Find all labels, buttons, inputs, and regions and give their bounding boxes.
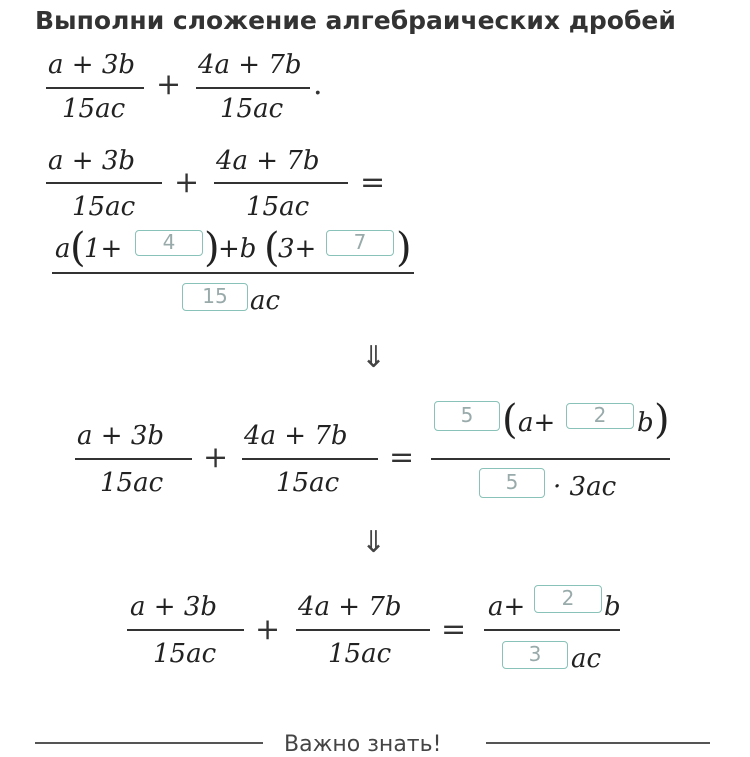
period: .	[313, 67, 323, 102]
fraction-bar	[296, 629, 430, 631]
fraction1-denominator: 15ac	[100, 468, 164, 498]
denominator-ac: ac	[571, 644, 602, 674]
fraction1-denominator: 15ac	[153, 639, 217, 669]
close-paren: )	[204, 225, 220, 271]
a-plus: a+	[488, 592, 526, 622]
plus-b: +b	[218, 234, 257, 264]
answer-box-coefficient[interactable]: 2	[534, 585, 602, 613]
close-paren: )	[654, 397, 670, 443]
footer-divider-right	[486, 742, 710, 744]
plus-sign: +	[156, 67, 182, 102]
fraction1-numerator: a + 3b	[130, 592, 218, 622]
fraction-bar	[75, 458, 192, 460]
three-plus: 3+	[278, 234, 317, 264]
fraction2-denominator: 15ac	[328, 639, 392, 669]
equals-sign: =	[441, 612, 467, 647]
denominator-ac: ac	[250, 286, 281, 316]
factor-a: a	[55, 234, 71, 264]
answer-box-2[interactable]: 7	[326, 230, 394, 256]
fraction-bar	[214, 182, 348, 184]
fraction1-denominator: 15ac	[72, 192, 136, 222]
fraction2-numerator: 4a + 7b	[198, 50, 302, 80]
plus-sign: +	[255, 612, 281, 647]
fraction-bar	[46, 182, 162, 184]
plus-sign: +	[174, 165, 200, 200]
important-info-link[interactable]: Важно знать!	[284, 732, 442, 757]
fraction-bar	[242, 458, 378, 460]
answer-box-coefficient[interactable]: 2	[566, 403, 634, 429]
fraction-bar	[127, 629, 244, 631]
fraction1-numerator: a + 3b	[48, 146, 136, 176]
fraction1-denominator: 15ac	[62, 94, 126, 124]
answer-box-denominator[interactable]: 3	[502, 641, 568, 669]
fraction-bar	[46, 87, 144, 89]
page-title: Выполни сложение алгебраических дробей	[35, 6, 676, 35]
down-arrow-icon: ⇓	[361, 340, 387, 375]
fraction2-denominator: 15ac	[276, 468, 340, 498]
open-paren: (	[502, 397, 518, 443]
fraction-bar	[52, 272, 414, 274]
footer-divider-left	[35, 742, 263, 744]
one-plus: 1+	[84, 234, 123, 264]
answer-box-1[interactable]: 4	[135, 230, 203, 256]
close-paren: )	[396, 225, 412, 271]
equals-sign: =	[360, 165, 386, 200]
a-plus: a+	[518, 408, 556, 438]
plus-sign: +	[203, 440, 229, 475]
fraction-bar	[196, 87, 310, 89]
fraction-bar	[484, 629, 620, 631]
open-paren: (	[70, 225, 86, 271]
down-arrow-icon: ⇓	[361, 525, 387, 560]
answer-box-factor[interactable]: 5	[434, 401, 500, 431]
fraction2-denominator: 15ac	[246, 192, 310, 222]
denominator-3ac: · 3ac	[553, 472, 617, 502]
open-paren: (	[264, 225, 280, 271]
fraction2-denominator: 15ac	[220, 94, 284, 124]
letter-b: b	[604, 592, 621, 622]
fraction1-numerator: a + 3b	[48, 50, 136, 80]
answer-box-denominator[interactable]: 5	[479, 468, 545, 498]
fraction2-numerator: 4a + 7b	[216, 146, 320, 176]
fraction-bar	[431, 458, 670, 460]
fraction2-numerator: 4a + 7b	[244, 421, 348, 451]
fraction1-numerator: a + 3b	[77, 421, 165, 451]
answer-box-denominator[interactable]: 15	[182, 283, 248, 311]
equals-sign: =	[389, 440, 415, 475]
fraction2-numerator: 4a + 7b	[298, 592, 402, 622]
letter-b: b	[637, 408, 654, 438]
